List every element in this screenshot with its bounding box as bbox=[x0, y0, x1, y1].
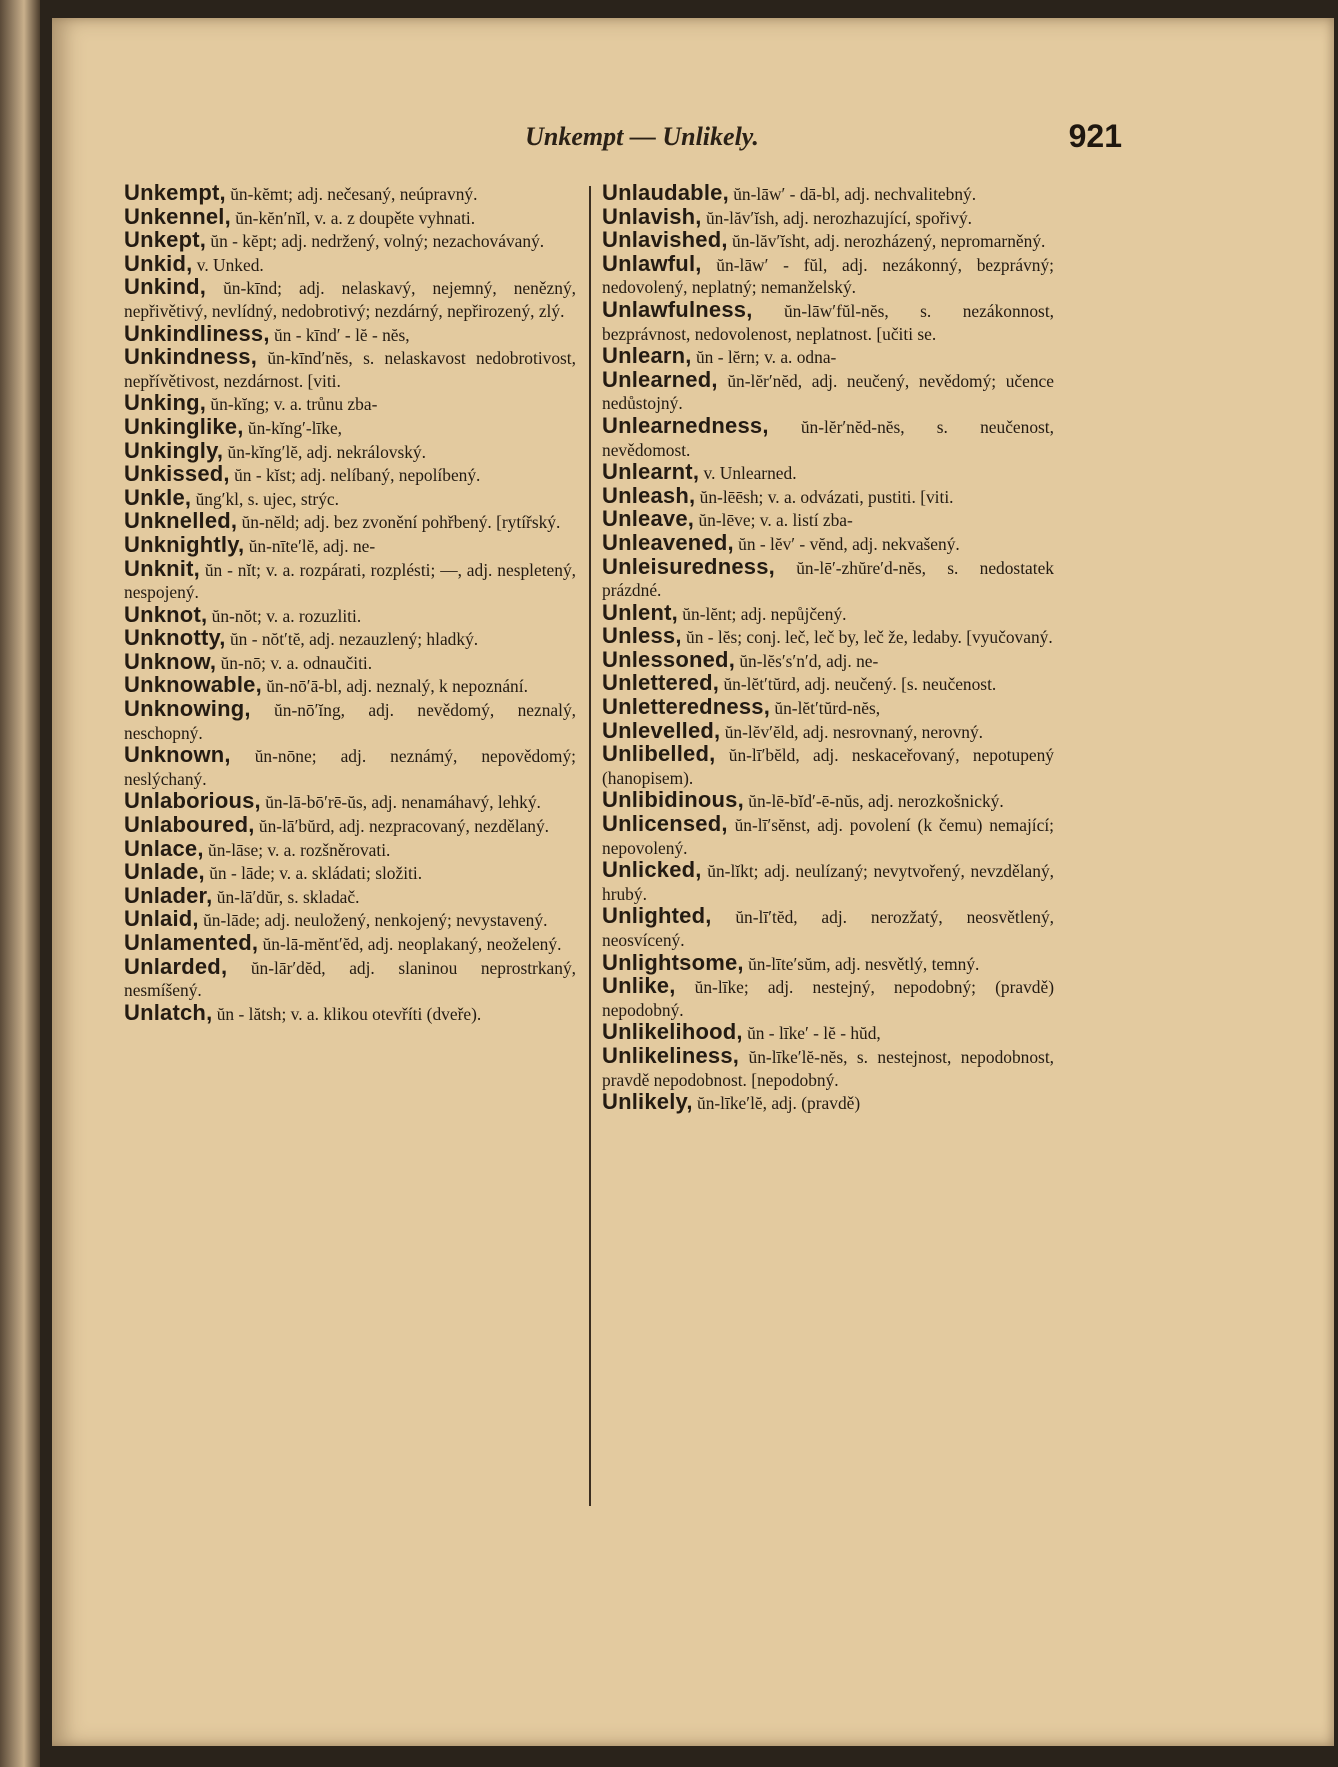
entry-headword: Unleash, bbox=[602, 482, 696, 508]
entry-headword: Unlace, bbox=[124, 835, 204, 861]
entry-definition: ŭn-lī′tĕd, adj. nerozžatý, neosvětlený, neosvícený. bbox=[602, 907, 1054, 950]
entry-headword: Unlatch, bbox=[124, 999, 213, 1025]
entry-definition: ŭn-lĕt′tŭrd, adj. neučený. [s. neučenost. bbox=[719, 674, 997, 695]
entry-definition: ŭn-lăv′ĭsht, adj. nerozházený, nepromarněný. bbox=[727, 231, 1046, 252]
entry-definition: v. Unked. bbox=[192, 254, 264, 275]
entry-definition: ŭn-nō′ĭng, adj. nevědomý, neznalý, neschopný. bbox=[124, 700, 576, 743]
entry-definition: ŭn-lĭkt; adj. neulízaný; nevytvořený, nevzdělaný, hrubý. bbox=[602, 861, 1054, 904]
entry-definition: ŭn-lēēsh; v. a. odvázati, pustiti. [viti. bbox=[695, 486, 954, 507]
dictionary-entry bbox=[602, 345, 1054, 369]
dictionary-entry bbox=[602, 203, 1054, 230]
entry-definition: ŭn - lĕs; conj. leč, leč by, leč že, ledaby. [vyučovaný. bbox=[681, 627, 1053, 648]
dictionary-entry bbox=[124, 790, 576, 814]
entry-headword: Unleavened, bbox=[602, 529, 734, 555]
dictionary-entry bbox=[124, 463, 576, 487]
entry-headword: Unlikelihood, bbox=[602, 1019, 743, 1045]
dictionary-entry bbox=[124, 182, 576, 206]
dictionary-entry bbox=[602, 250, 1054, 299]
entry-definition: ŭn-lāw′ - dā-bl, adj. nechvalitebný. bbox=[728, 184, 977, 204]
entry-headword: Unlevelled, bbox=[602, 717, 721, 743]
dictionary-entry bbox=[602, 1091, 1054, 1115]
dictionary-entry bbox=[124, 437, 576, 464]
dictionary-entry bbox=[602, 672, 1054, 696]
entry-headword: Unknelled, bbox=[124, 508, 238, 534]
entry-headword: Unlavish, bbox=[602, 203, 702, 229]
entry-definition: ŭn-kīnd′nĕs, s. nelaskavost nedobrotivost, nepřívětivost, nezdárnost. [viti. bbox=[124, 348, 576, 391]
dictionary-entry bbox=[124, 392, 576, 416]
entry-headword: Unknotty, bbox=[124, 625, 226, 651]
entry-definition: ŭn - lĕv′ - vĕnd, adj. nekvašený. bbox=[733, 533, 960, 554]
entry-headword: Unkennel, bbox=[124, 203, 231, 229]
dictionary-entry bbox=[124, 648, 576, 675]
entry-definition: ŭn-lāse; v. a. rozšněrovati. bbox=[203, 839, 391, 860]
dictionary-entry bbox=[124, 999, 576, 1026]
entry-headword: Unking, bbox=[124, 390, 207, 416]
entry-definition: ŭn-lār′dĕd, adj. slaninou neprostrkaný, nesmíšený. bbox=[124, 957, 576, 1001]
entry-headword: Unlarded, bbox=[124, 953, 228, 979]
entry-headword: Unlawfulness, bbox=[602, 296, 753, 322]
entry-definition: ŭn-līke′lĕ-nĕs, s. nestejnost, nepodobnost, pravdě nepodobnost. [nepodobný. bbox=[602, 1046, 1054, 1090]
dictionary-entry bbox=[602, 949, 1054, 976]
dictionary-entry bbox=[602, 646, 1054, 673]
entry-definition: ŭn-lĕnt; adj. nepůjčený. bbox=[677, 603, 847, 624]
entry-definition: ŭn-nō; v. a. odnaučiti. bbox=[216, 652, 373, 673]
entry-definition: ŭn-lĕt′tŭrd-nĕs, bbox=[770, 698, 881, 719]
entry-definition: ŭn - nĭt; v. a. rozpárati, rozplésti; —, adj. nespletený, nespojený. bbox=[124, 559, 576, 603]
entry-definition: v. Unlearned. bbox=[699, 463, 797, 484]
entry-headword: Unknown, bbox=[124, 742, 231, 768]
entry-definition: ŭn-līke′lĕ, adj. (pravdě) bbox=[692, 1093, 861, 1114]
dictionary-entry bbox=[602, 508, 1054, 532]
dictionary-entry bbox=[124, 229, 576, 253]
entry-headword: Unlaboured, bbox=[124, 812, 255, 838]
entry-headword: Unkingly, bbox=[124, 437, 224, 463]
entry-definition: ŭn-nŏt; v. a. rozuzliti. bbox=[207, 605, 362, 626]
dictionary-entry bbox=[124, 203, 576, 230]
entry-headword: Unlaid, bbox=[124, 906, 199, 932]
dictionary-entry bbox=[602, 625, 1054, 649]
dictionary-entry bbox=[602, 461, 1054, 485]
entry-definition: ŭn-kĕn′nĭl, v. a. z doupěte vyhnati. bbox=[230, 207, 476, 228]
entry-headword: Unlader, bbox=[124, 882, 213, 908]
running-title: Unkempt — Unlikely. bbox=[525, 122, 759, 151]
entry-headword: Unkinglike, bbox=[124, 413, 244, 439]
dictionary-entry bbox=[124, 320, 576, 347]
dictionary-entry bbox=[602, 813, 1054, 859]
entry-headword: Unlibelled, bbox=[602, 741, 716, 767]
entry-headword: Unknowing, bbox=[124, 696, 251, 722]
entry-headword: Unkept, bbox=[124, 227, 207, 253]
dictionary-entry bbox=[124, 555, 576, 604]
entry-definition: ŭn-lī′bĕld, adj. neskaceřovaný, nepotupený (hanopisem). bbox=[602, 745, 1054, 788]
dictionary-entry bbox=[602, 905, 1054, 951]
dictionary-entry bbox=[602, 412, 1054, 461]
entry-definition: ŭn-lā′dŭr, s. skladač. bbox=[212, 886, 360, 907]
entry-headword: Unlibidinous, bbox=[602, 787, 744, 813]
dictionary-entry bbox=[602, 743, 1054, 789]
entry-definition: ŭn - lătsh; v. a. klikou otevříti (dveře). bbox=[212, 1003, 482, 1024]
dictionary-entry bbox=[602, 366, 1054, 415]
entry-headword: Unlikely, bbox=[602, 1089, 693, 1115]
entry-definition: ŭn - līke′ - lĕ - hŭd, bbox=[742, 1023, 881, 1044]
dictionary-entry bbox=[602, 182, 1054, 206]
entry-headword: Unlessoned, bbox=[602, 646, 736, 672]
entry-definition: ŭn - kĕpt; adj. nedržený, volný; nezachovávaný. bbox=[206, 231, 545, 252]
entry-headword: Unlearn, bbox=[602, 343, 692, 369]
dictionary-entry bbox=[602, 859, 1054, 905]
dictionary-entry bbox=[602, 696, 1054, 720]
entry-headword: Unlaudable, bbox=[602, 180, 729, 205]
entry-headword: Unlamented, bbox=[124, 930, 259, 955]
entry-definition: ŭn-lā′bŭrd, adj. nezpracovaný, nezdělaný. bbox=[254, 816, 550, 837]
entry-definition: ŭn-lĕr′nĕd-nĕs, s. neučenost, nevědomost. bbox=[602, 416, 1054, 460]
entry-headword: Unletteredness, bbox=[602, 694, 771, 720]
dictionary-entry bbox=[124, 276, 576, 322]
entry-headword: Unknot, bbox=[124, 601, 208, 627]
book-spine-edge bbox=[0, 0, 40, 1767]
dictionary-entry bbox=[602, 599, 1054, 626]
entry-headword: Unlightsome, bbox=[602, 949, 744, 975]
entry-definition: ŭn-kĕmt; adj. nečesaný, neúpravný. bbox=[225, 184, 478, 204]
entry-definition: ŭng′kl, s. ujec, strýc. bbox=[191, 488, 339, 509]
entry-definition: ŭn-līke; adj. nestejný, nepodobný; (pravdě) nepodobný. bbox=[602, 977, 1054, 1020]
left-column bbox=[124, 182, 576, 1025]
entry-headword: Unlavished, bbox=[602, 227, 728, 253]
entry-definition: ŭn-lĕr′nĕd, adj. neučený, nevědomý; učence nedůstojný. bbox=[602, 370, 1054, 414]
dictionary-entry bbox=[602, 789, 1054, 813]
entry-headword: Unkissed, bbox=[124, 461, 230, 487]
entry-definition: ŭn - kĭst; adj. nelíbaný, nepolíbený. bbox=[229, 465, 481, 486]
entry-definition: ŭn-lā-bō′rē-ŭs, adj. nenamáhavý, lehký. bbox=[260, 792, 541, 813]
dictionary-entry bbox=[602, 229, 1054, 253]
entry-headword: Unlettered, bbox=[602, 670, 720, 696]
entry-definition: ŭn - lāde; v. a. skládati; složiti. bbox=[204, 863, 423, 884]
entry-headword: Unlawful, bbox=[602, 250, 702, 276]
entry-definition: ŭn-kĭng′-līke, bbox=[243, 417, 343, 438]
entry-headword: Unlaborious, bbox=[124, 788, 261, 814]
entry-definition: ŭn-lā-mĕnt′ĕd, adj. neoplakaný, neoželený. bbox=[258, 934, 562, 954]
dictionary-entry bbox=[602, 1021, 1054, 1045]
entry-headword: Unlighted, bbox=[602, 903, 712, 929]
dictionary-entry bbox=[124, 627, 576, 651]
dictionary-entry bbox=[124, 835, 576, 862]
entry-definition: ŭn-nĕld; adj. bez zvonění pohřbený. [rytířský. bbox=[237, 512, 561, 533]
entry-headword: Unknit, bbox=[124, 555, 200, 581]
entry-headword: Unless, bbox=[602, 623, 682, 649]
entry-definition: ŭn-nīte′lĕ, adj. ne- bbox=[244, 535, 376, 556]
column-divider bbox=[589, 186, 591, 1506]
dictionary-entry bbox=[602, 1042, 1054, 1091]
entry-definition: ŭn-lī′sĕnst, adj. povolení (k čemu) nemající; nepovolený. bbox=[602, 815, 1054, 858]
entry-definition: ŭn-lăv′ĭsh, adj. nerozhazující, spořivý. bbox=[701, 207, 972, 228]
entry-headword: Unkindliness, bbox=[124, 320, 270, 346]
dictionary-entry bbox=[124, 814, 576, 838]
entry-headword: Unlade, bbox=[124, 859, 205, 885]
dictionary-entry bbox=[124, 531, 576, 558]
entry-definition: ŭn-kīnd; adj. nelaskavý, nejemný, nenězný, nepřivětivý, nevlídný, nedobrotivý; nezdárný, nepřirozený, zlý. bbox=[124, 278, 576, 321]
dictionary-entry bbox=[124, 861, 576, 885]
right-column bbox=[602, 182, 1054, 1115]
entry-headword: Unkempt, bbox=[124, 180, 226, 205]
dictionary-entry bbox=[602, 553, 1054, 602]
dictionary-entry bbox=[124, 250, 576, 277]
entry-definition: ŭn-lē-bĭd′-ē-nŭs, adj. nerozkošnický. bbox=[743, 791, 1004, 812]
entry-definition: ŭn-kĭng′lĕ, adj. nekrálovský. bbox=[223, 441, 426, 462]
entry-headword: Unlearnedness, bbox=[602, 412, 769, 438]
entry-headword: Unlike, bbox=[602, 973, 676, 999]
entry-definition: ŭn-nōne; adj. neznámý, nepovědomý; neslýchaný. bbox=[124, 746, 576, 789]
dictionary-entry bbox=[124, 484, 576, 511]
entry-headword: Unkle, bbox=[124, 484, 192, 510]
dictionary-entry bbox=[602, 296, 1054, 345]
dictionary-entry bbox=[124, 908, 576, 932]
dictionary-entry bbox=[124, 744, 576, 790]
dictionary-entry bbox=[602, 717, 1054, 744]
entry-headword: Unleisuredness, bbox=[602, 553, 775, 579]
entry-definition: ŭn-lĕs′s′n′d, adj. ne- bbox=[735, 650, 879, 671]
entry-definition: ŭn-kĭng; v. a. trůnu zba- bbox=[206, 394, 378, 415]
entry-definition: ŭn-lāw′fŭl-nĕs, s. nezákonnost, bezprávnost, nedovolenost, neplatnost. [učiti se. bbox=[602, 300, 1054, 344]
entry-definition: ŭn-lē′-zhŭre′d-nĕs, s. nedostatek prázdné. bbox=[602, 557, 1054, 601]
entry-headword: Unlearned, bbox=[602, 366, 718, 392]
dictionary-entry bbox=[602, 482, 1054, 509]
entry-definition: ŭn-lēve; v. a. listí zba- bbox=[694, 510, 853, 531]
entry-definition: ŭn-nō′ā-bl, adj. neznalý, k nepoznání. bbox=[261, 676, 528, 697]
entry-headword: Unknowable, bbox=[124, 672, 262, 698]
entry-headword: Unlearnt, bbox=[602, 459, 700, 485]
entry-definition: ŭn-lāde; adj. neuložený, nenkojený; nevystavený. bbox=[198, 910, 548, 931]
dictionary-entry bbox=[124, 510, 576, 534]
entry-definition: ŭn - lĕrn; v. a. odna- bbox=[691, 347, 837, 368]
dictionary-entry bbox=[124, 346, 576, 392]
entry-headword: Unknightly, bbox=[124, 531, 245, 557]
entry-headword: Unkid, bbox=[124, 250, 193, 276]
entry-definition: ŭn-līte′sŭm, adj. nesvětlý, temný. bbox=[743, 953, 980, 974]
entry-headword: Unkindness, bbox=[124, 344, 258, 370]
entry-headword: Unlikeliness, bbox=[602, 1042, 740, 1068]
entry-headword: Unlicked, bbox=[602, 857, 702, 883]
entry-headword: Unleave, bbox=[602, 506, 695, 532]
dictionary-entry bbox=[602, 975, 1054, 1021]
dictionary-entry bbox=[124, 413, 576, 440]
dictionary-entry bbox=[602, 529, 1054, 556]
entry-headword: Unkind, bbox=[124, 274, 207, 300]
dictionary-entry bbox=[124, 698, 576, 744]
dictionary-page bbox=[52, 18, 1334, 1746]
page-header bbox=[52, 118, 1334, 162]
entry-headword: Unlent, bbox=[602, 599, 678, 625]
entry-headword: Unlicensed, bbox=[602, 811, 728, 837]
entry-definition: ŭn - nŏt′tĕ, adj. nezauzlený; hladký. bbox=[225, 629, 479, 650]
dictionary-entry bbox=[124, 601, 576, 628]
dictionary-entry bbox=[124, 932, 576, 956]
entry-definition: ŭn-lĕv′ĕld, adj. nesrovnaný, nerovný. bbox=[720, 721, 984, 742]
dictionary-entry bbox=[124, 882, 576, 909]
entry-definition: ŭn - kīnd′ - lĕ - nĕs, bbox=[269, 324, 410, 345]
page-number: 921 bbox=[1068, 118, 1122, 154]
dictionary-entry bbox=[124, 953, 576, 1002]
entry-definition: ŭn-lāw′ - fŭl, adj. nezákonný, bezprávný; nedovolený, neplatný; nemanželský. bbox=[602, 254, 1054, 298]
dictionary-entry bbox=[124, 674, 576, 698]
entry-headword: Unknow, bbox=[124, 648, 217, 674]
